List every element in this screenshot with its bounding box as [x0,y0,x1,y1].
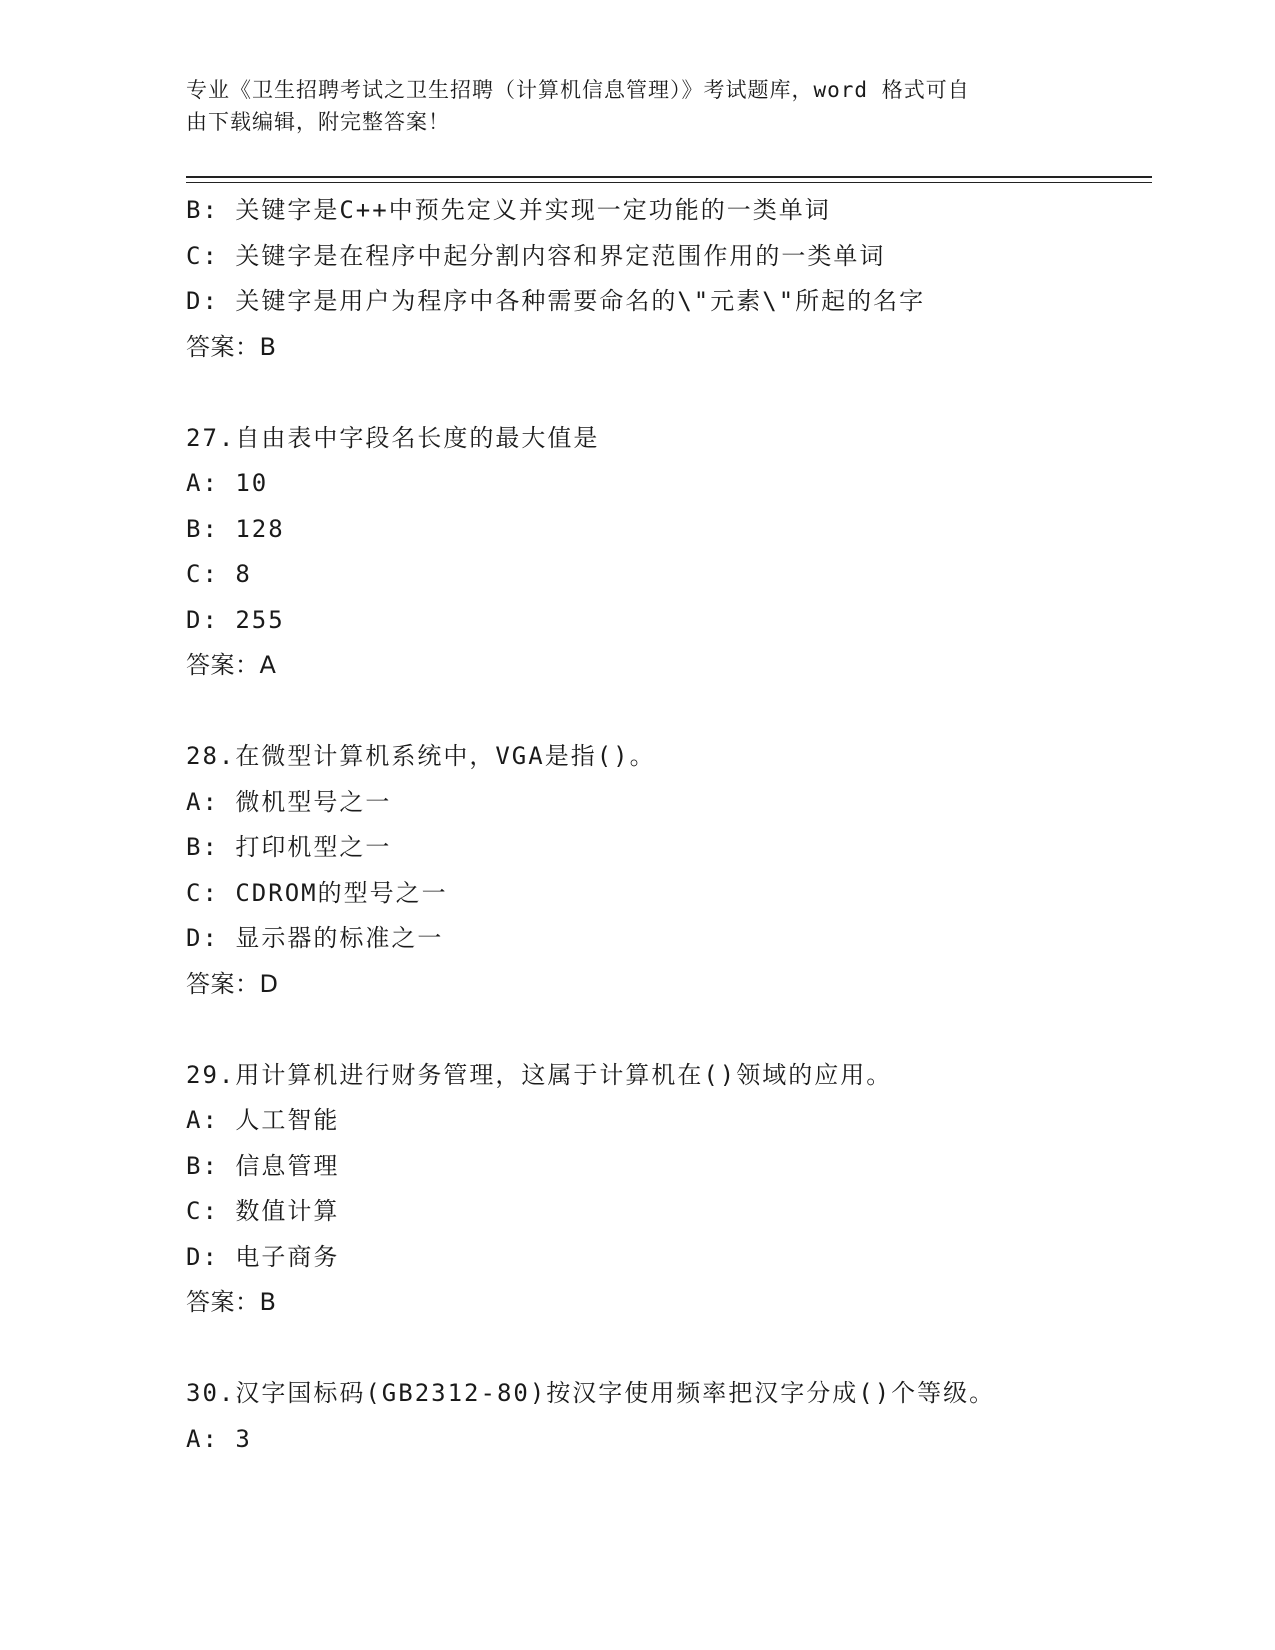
question-text: 27.自由表中字段名长度的最大值是 [186,423,600,452]
block-spacer [186,370,1152,416]
answer-line: 答案：A [186,651,277,679]
option-b: B: 关键字是C++中预先定义并实现一定功能的一类单词 [186,196,831,224]
option-b: B: 128 [186,514,285,543]
option-b: B: 信息管理 [186,1151,340,1180]
option-c: C: CDROM的型号之一 [186,878,448,907]
option-a: A: 微机型号之一 [186,787,392,816]
option-c: C: 关键字是在程序中起分割内容和界定范围作用的一类单词 [186,241,886,270]
question-block-29 [186,1053,1152,1326]
answer-line: 答案：B [186,1288,277,1316]
question-text: 28.在微型计算机系统中，VGA是指()。 [186,742,656,770]
answer-line: 答案：D [186,969,279,998]
option-d: D: 255 [186,605,285,634]
block-spacer [186,1007,1152,1053]
option-c: C: 数值计算 [186,1197,340,1225]
question-block-26 [186,188,1152,370]
block-spacer [186,1326,1152,1372]
block-spacer [186,689,1152,735]
question-list [186,188,1152,1462]
header-line-1: 专业《卫生招聘考试之卫生招聘（计算机信息管理）》考试题库，word 格式可自 [186,78,970,102]
option-d: D: 电子商务 [186,1242,340,1271]
question-block-28 [186,734,1152,1007]
question-block-27 [186,416,1152,689]
option-a: A: 10 [186,469,269,497]
question-text: 29.用计算机进行财务管理，这属于计算机在()领域的应用。 [186,1060,893,1089]
header-line-2: 由下载编辑，附完整答案！ [186,110,450,134]
option-a: A: 3 [186,1424,252,1453]
option-a: A: 人工智能 [186,1106,340,1134]
question-block-30 [186,1371,1152,1462]
option-d: D: 关键字是用户为程序中各种需要命名的\"元素\"所起的名字 [186,287,926,315]
question-text: 30.汉字国标码(GB2312-80)按汉字使用频率把汉字分成()个等级。 [186,1379,996,1407]
option-b: B: 打印机型之一 [186,833,392,861]
answer-line: 答案：B [186,332,277,361]
header-divider-thin [186,182,1152,183]
option-d: D: 显示器的标准之一 [186,924,444,952]
header-divider-thick [186,176,1152,178]
document-header [186,74,1066,138]
option-c: C: 8 [186,560,252,588]
